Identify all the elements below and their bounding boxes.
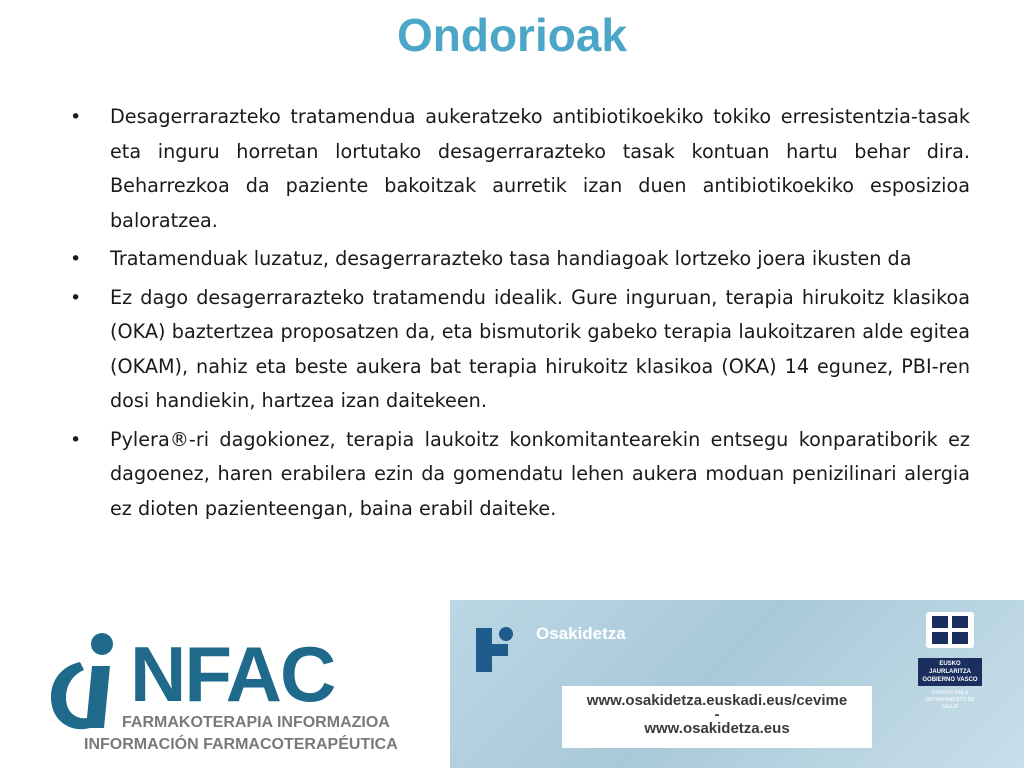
bullet-item bbox=[70, 242, 970, 277]
bullet-list bbox=[70, 100, 970, 530]
infac-wordmark: NFAC bbox=[130, 630, 335, 718]
bullet-text: Pylera®-ri dagokionez, terapia laukoitz konkomitantearekin entsegu konparatiborik ez dagoenez, haren erabilera ezin da gomendatu lehen aukera moduan penizilinari alergia ez dioten pazienteengan, baina erabil daiteke. bbox=[110, 427, 970, 520]
coat-of-arms-icon bbox=[926, 612, 974, 648]
bullet-text: Tratamenduak luzatuz, desagerrarazteko tasa handiagoak lortzeko joera ikusten da bbox=[110, 247, 912, 270]
bullet-text: Ez dago desagerrarazteko tratamendu idealik. Gure inguruan, terapia hirukoitz klasikoa (OKA) baztertzea proposatzen da, eta bismutorik gabeko terapia laukoitzaren alde egitea (OKAM), nahiz eta beste aukera bat terapia hirukoitz klasikoa (OKA) 14 egunez, PBI-ren dosi handiekin, hartzea izan daitekeen. bbox=[110, 285, 970, 412]
bullet-item bbox=[70, 100, 970, 238]
bullet-dot: • bbox=[70, 428, 82, 451]
government-department: OSASUN SAILA DEPARTAMENTO DE SALUD bbox=[925, 690, 975, 710]
bullet-dot: • bbox=[70, 106, 82, 128]
slide-title: Ondorioak bbox=[396, 9, 628, 61]
infac-subtitle-es: INFORMACIÓN FARMACOTERAPÉUTICA bbox=[84, 736, 398, 753]
osakidetza-cross-icon bbox=[468, 622, 528, 676]
basque-government-logo bbox=[918, 612, 982, 711]
bullet-item bbox=[70, 281, 970, 419]
bullet-dot: • bbox=[70, 286, 82, 309]
url-box bbox=[562, 686, 872, 748]
url-cevime[interactable]: www.osakidetza.euskadi.eus/cevime bbox=[586, 692, 848, 709]
osakidetza-name: Osakidetza bbox=[536, 624, 626, 643]
bullet-text: Desagerrarazteko tratamendua aukeratzeko antibiotikoekiko tokiko erresistentzia-tasak eta inguru horretan lortutako desagerrarazteko tasak kontuan hartu behar dira. Beharrezkoa da paziente bakoitzak aurretik izan duen antibiotikoekiko esposizioa baloratzea. bbox=[110, 105, 970, 232]
government-band: EUSKO JAURLARITZA GOBIERNO VASCO bbox=[918, 658, 982, 686]
infac-i-icon bbox=[44, 632, 126, 732]
bullet-item bbox=[70, 423, 970, 527]
url-separator: - bbox=[714, 706, 720, 723]
footer-banner bbox=[0, 600, 1024, 768]
osakidetza-panel bbox=[450, 600, 1024, 768]
infac-logo bbox=[0, 600, 450, 768]
infac-subtitle-eu: FARMAKOTERAPIA INFORMAZIOA bbox=[122, 714, 390, 731]
url-osakidetza[interactable]: www.osakidetza.eus bbox=[644, 720, 790, 737]
bullet-dot: • bbox=[70, 248, 82, 270]
